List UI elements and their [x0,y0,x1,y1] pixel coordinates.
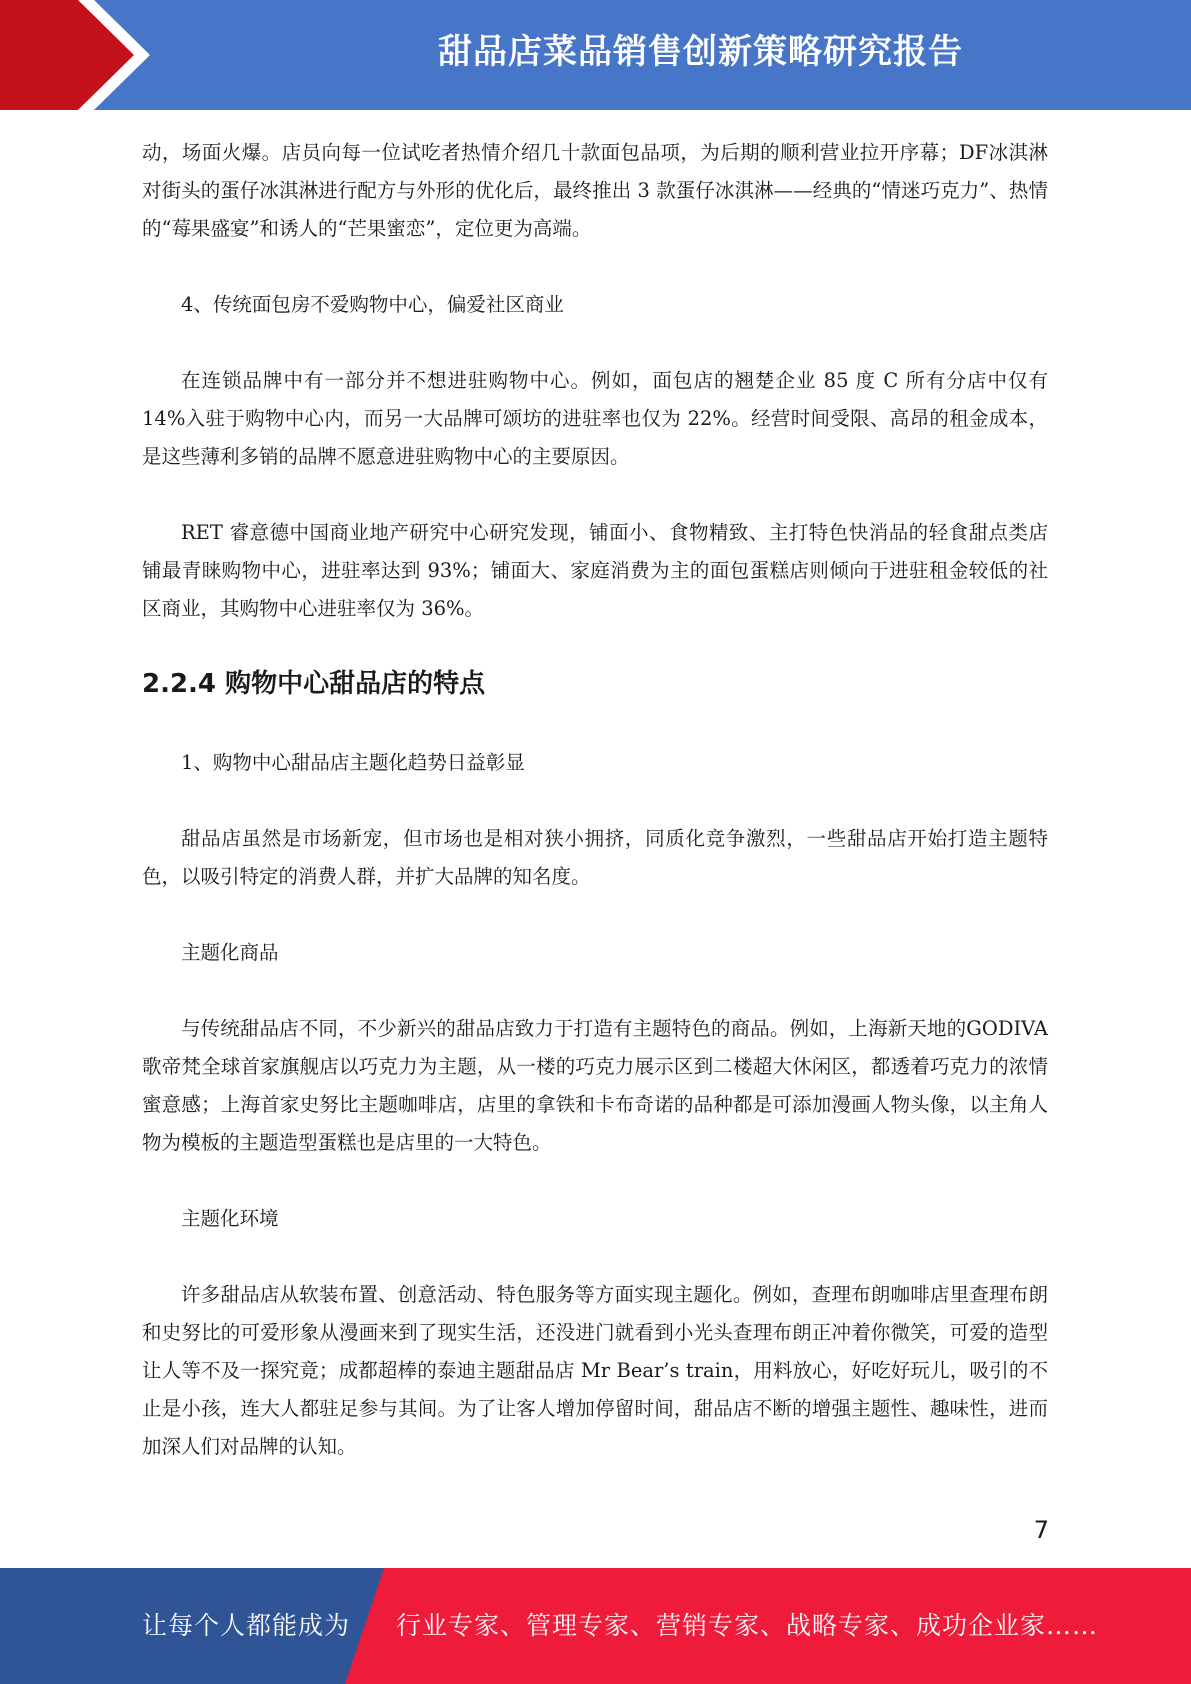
page-number: 7 [1033,1516,1049,1544]
subheading-themed-environment: 主题化环境 [181,1207,279,1230]
paragraph: 甜品店虽然是市场新宠，但市场也是相对狭小拥挤，同质化竞争激烈，一些甜品店开始打造主题特色，以吸引特定的消费人群，并扩大品牌的知名度。 [142,827,1048,888]
paragraph: 在连锁品牌中有一部分并不想进驻购物中心。例如，面包店的翘楚企业 85 度 C 所有分店中仅有 14%入驻于购物中心内，而另一大品牌可颂坊的进驻率也仅为 22%。经营时间受限、高昂的租金成本，是这些薄利多销的品牌不愿意进驻购物中心的主要原因。 [142,369,1048,468]
document-title: 甜品店菜品销售创新策略研究报告 [438,32,963,72]
footer-slogan-right: 行业专家、管理专家、营销专家、战略专家、成功企业家…… [396,1611,1099,1640]
header-arrow-decoration [0,0,160,110]
paragraph: 许多甜品店从软装布置、创意活动、特色服务等方面实现主题化。例如，查理布朗咖啡店里查理布朗和史努比的可爱形象从漫画来到了现实生活，还没进门就看到小光头查理布朗正冲着你微笑，可爱的造型让人等不及一探究竟；成都超棒的泰迪主题甜品店 Mr Bear’s train，用料放心，好吃好玩儿，吸引的不止是小孩，连大人都驻足参与其间。为了让客人增加停留时间，甜品店不断的增强主题性、趣味性，进而加深人们对品牌的认知。 [142,1283,1048,1458]
paragraph: RET 睿意德中国商业地产研究中心研究发现，铺面小、食物精致、主打特色快消品的轻食甜点类店铺最青睐购物中心，进驻率达到 93%；铺面大、家庭消费为主的面包蛋糕店则倾向于进驻租金较低的社区商业，其购物中心进驻率仅为 36%。 [142,521,1048,620]
page-footer [0,1568,1191,1684]
footer-slogan-left: 让每个人都能成为 [142,1611,351,1640]
subheading-themed-goods: 主题化商品 [181,941,279,964]
subheading-4: 4、传统面包房不爱购物中心，偏爱社区商业 [181,293,564,316]
page-body [142,134,1048,1504]
page-header [0,0,1191,110]
paragraph: 与传统甜品店不同，不少新兴的甜品店致力于打造有主题特色的商品。例如，上海新天地的GODIVA 歌帝梵全球首家旗舰店以巧克力为主题，从一楼的巧克力展示区到二楼超大休闲区，都透着巧克力的浓情蜜意感；上海首家史努比主题咖啡店，店里的拿铁和卡布奇诺的品种都是可添加漫画人物头像，以主角人物为模板的主题造型蛋糕也是店里的一大特色。 [142,1017,1048,1154]
section-heading: 2.2.4 购物中心甜品店的特点 [142,669,486,699]
subheading-1: 1、购物中心甜品店主题化趋势日益彰显 [181,751,525,774]
paragraph-continuation: 动，场面火爆。店员向每一位试吃者热情介绍几十款面包品项，为后期的顺利营业拉开序幕；DF冰淇淋对街头的蛋仔冰淇淋进行配方与外形的优化后，最终推出 3 款蛋仔冰淇淋——经典的“情迷巧克力”、热情的“莓果盛宴”和诱人的“芒果蜜恋”，定位更为高端。 [142,141,1048,240]
